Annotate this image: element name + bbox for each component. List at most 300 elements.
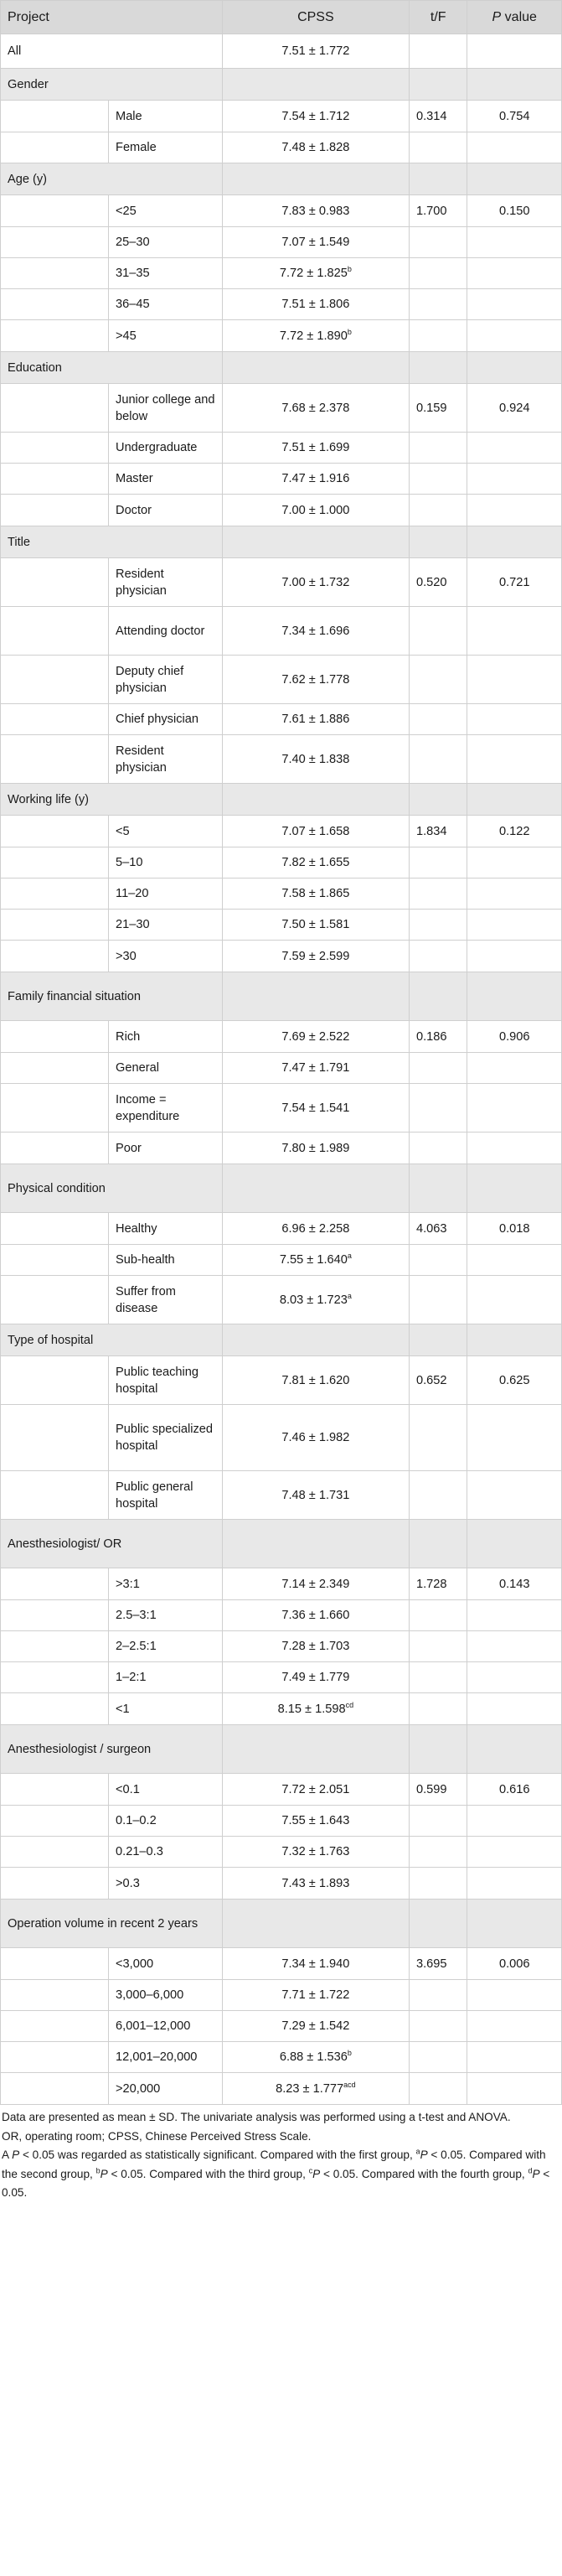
- p-value: 0.006: [467, 1948, 562, 1980]
- row-label: 3,000–6,000: [109, 1980, 223, 2011]
- cpss-value-text: 7.46 ± 1.982: [281, 1431, 350, 1444]
- cpss-value: [222, 1600, 409, 1631]
- category-row: [1, 1725, 562, 1774]
- tf-value: 0.599: [410, 1774, 467, 1806]
- row-label: >0.3: [109, 1868, 223, 1900]
- indent-cell: [1, 656, 109, 704]
- cpss-value: [222, 1980, 409, 2011]
- cpss-value-text: 7.00 ± 1.732: [281, 575, 350, 589]
- cpss-value: [222, 607, 409, 656]
- category-row: [1, 352, 562, 384]
- indent-cell: [1, 607, 109, 656]
- header-project: Project: [1, 1, 223, 34]
- p-value: [467, 1868, 562, 1900]
- indent-cell: [1, 384, 109, 433]
- indent-cell: [1, 1021, 109, 1053]
- indent-cell: [1, 1980, 109, 2011]
- empty-cell: [222, 1520, 409, 1568]
- row-label: Rich: [109, 1021, 223, 1053]
- p-value: 0.018: [467, 1213, 562, 1245]
- table-row: [1, 816, 562, 847]
- empty-cell: [410, 69, 467, 101]
- header-tf: t/F: [410, 1, 467, 34]
- row-label: Undergraduate: [109, 433, 223, 464]
- empty-cell: [410, 784, 467, 816]
- p-value: 0.625: [467, 1356, 562, 1405]
- empty-cell: [222, 1164, 409, 1213]
- row-label: 11–20: [109, 879, 223, 910]
- p-value: [467, 34, 562, 69]
- row-label: 1–2:1: [109, 1662, 223, 1693]
- cpss-value: [222, 1356, 409, 1405]
- tf-value: 3.695: [410, 1948, 467, 1980]
- indent-cell: [1, 227, 109, 258]
- row-label: 21–30: [109, 910, 223, 941]
- tf-value: [410, 1806, 467, 1837]
- indent-cell: [1, 289, 109, 320]
- cpss-value: [222, 433, 409, 464]
- cpss-value-text: 7.48 ± 1.828: [281, 141, 350, 154]
- footnote-text: A: [2, 2148, 13, 2161]
- p-value: [467, 2011, 562, 2042]
- empty-cell: [410, 1900, 467, 1948]
- cpss-value-text: 7.32 ± 1.763: [281, 1845, 350, 1858]
- cpss-value-text: 7.51 ± 1.699: [281, 441, 350, 454]
- empty-cell: [410, 1164, 467, 1213]
- tf-value: [410, 735, 467, 784]
- cpss-value: [222, 656, 409, 704]
- cpss-value: [222, 2011, 409, 2042]
- empty-cell: [222, 352, 409, 384]
- p-value: [467, 941, 562, 972]
- header-p-value: [467, 1, 562, 34]
- table-row: [1, 1868, 562, 1900]
- row-label: Sub-health: [109, 1245, 223, 1276]
- indent-cell: [1, 1948, 109, 1980]
- table-row: [1, 34, 562, 69]
- indent-cell: [1, 433, 109, 464]
- empty-cell: [467, 69, 562, 101]
- row-label: Deputy chief physician: [109, 656, 223, 704]
- tf-value: [410, 1980, 467, 2011]
- cpss-value: [222, 1868, 409, 1900]
- indent-cell: [1, 941, 109, 972]
- cpss-value: [222, 1213, 409, 1245]
- category-row: [1, 163, 562, 195]
- p-value: [467, 735, 562, 784]
- category-label: Family financial situation: [1, 972, 223, 1021]
- tf-value: [410, 1631, 467, 1662]
- row-label: Healthy: [109, 1213, 223, 1245]
- empty-cell: [467, 1900, 562, 1948]
- row-label: Poor: [109, 1133, 223, 1164]
- table-row: [1, 227, 562, 258]
- indent-cell: [1, 101, 109, 132]
- cpss-value-text: 7.72 ± 1.890: [279, 329, 348, 343]
- p-value: [467, 1600, 562, 1631]
- cpss-value: [222, 132, 409, 163]
- p-value: 0.754: [467, 101, 562, 132]
- table-row: [1, 910, 562, 941]
- indent-cell: [1, 1774, 109, 1806]
- tf-value: [410, 1868, 467, 1900]
- cpss-value-text: 7.54 ± 1.712: [281, 109, 350, 123]
- p-value: [467, 656, 562, 704]
- table-row: [1, 1053, 562, 1084]
- tf-value: [410, 258, 467, 289]
- indent-cell: [1, 847, 109, 879]
- cpss-value: [222, 735, 409, 784]
- table-row: [1, 656, 562, 704]
- cpss-value-text: 7.71 ± 1.722: [281, 1988, 350, 2002]
- tf-value: [410, 2073, 467, 2105]
- empty-cell: [222, 784, 409, 816]
- p-value: [467, 258, 562, 289]
- footnote-p-letter: P: [100, 2167, 108, 2180]
- p-value: [467, 910, 562, 941]
- tf-value: 1.834: [410, 816, 467, 847]
- p-value: [467, 2073, 562, 2105]
- p-value: [467, 1693, 562, 1725]
- row-label: Resident physician: [109, 735, 223, 784]
- row-label: 0.21–0.3: [109, 1837, 223, 1868]
- p-value: [467, 847, 562, 879]
- tf-value: [410, 1662, 467, 1693]
- cpss-value: [222, 816, 409, 847]
- cpss-value-text: 6.88 ± 1.536: [279, 2050, 348, 2064]
- empty-cell: [467, 526, 562, 558]
- row-label: Doctor: [109, 495, 223, 526]
- cpss-value-text: 8.15 ± 1.598: [277, 1702, 346, 1716]
- table-row: [1, 941, 562, 972]
- footnote-significance: [2, 2146, 560, 2203]
- indent-cell: [1, 1356, 109, 1405]
- empty-cell: [467, 972, 562, 1021]
- cpss-value-text: 7.48 ± 1.731: [281, 1488, 350, 1502]
- indent-cell: [1, 1631, 109, 1662]
- table-row: [1, 464, 562, 495]
- p-value: [467, 495, 562, 526]
- p-value: 0.616: [467, 1774, 562, 1806]
- tf-value: 0.186: [410, 1021, 467, 1053]
- cpss-value: [222, 1245, 409, 1276]
- cpss-value-text: 7.54 ± 1.541: [281, 1101, 350, 1115]
- table-row: [1, 847, 562, 879]
- tf-value: [410, 656, 467, 704]
- indent-cell: [1, 1471, 109, 1520]
- table-row: [1, 1806, 562, 1837]
- row-label: >30: [109, 941, 223, 972]
- indent-cell: [1, 495, 109, 526]
- cpss-value: [222, 879, 409, 910]
- p-value: [467, 320, 562, 352]
- tf-value: 0.159: [410, 384, 467, 433]
- cpss-value-text: 7.51 ± 1.772: [281, 44, 350, 58]
- tf-value: [410, 607, 467, 656]
- empty-cell: [222, 1725, 409, 1774]
- empty-cell: [222, 69, 409, 101]
- indent-cell: [1, 704, 109, 735]
- category-label: Education: [1, 352, 223, 384]
- table-row: [1, 1631, 562, 1662]
- table-row: [1, 320, 562, 352]
- table-row: [1, 1774, 562, 1806]
- tf-value: [410, 495, 467, 526]
- cpss-value-text: 6.96 ± 2.258: [281, 1221, 350, 1236]
- footnote-text: < 0.05. Compared with the second group,: [2, 2148, 546, 2180]
- p-value: [467, 464, 562, 495]
- footnote-text: < 0.05 was regarded as statistically significant. Compared with the first group,: [19, 2148, 416, 2161]
- cpss-value: [222, 704, 409, 735]
- p-value: 0.143: [467, 1568, 562, 1600]
- cpss-value: [222, 1662, 409, 1693]
- footnote-marker: a: [415, 2147, 420, 2156]
- cpss-value: [222, 1471, 409, 1520]
- row-label: 36–45: [109, 289, 223, 320]
- empty-cell: [410, 163, 467, 195]
- p-value: [467, 433, 562, 464]
- cpss-value: [222, 1774, 409, 1806]
- tf-value: [410, 1693, 467, 1725]
- indent-cell: [1, 2011, 109, 2042]
- indent-cell: [1, 816, 109, 847]
- indent-cell: [1, 1568, 109, 1600]
- table-row: [1, 1837, 562, 1868]
- cpss-value: [222, 1084, 409, 1133]
- footnote-p-letter: P: [532, 2167, 540, 2180]
- empty-cell: [222, 1324, 409, 1356]
- indent-cell: [1, 1053, 109, 1084]
- cpss-value: [222, 195, 409, 227]
- indent-cell: [1, 1405, 109, 1471]
- empty-cell: [410, 1324, 467, 1356]
- cpss-value: [222, 320, 409, 352]
- cpss-value: [222, 847, 409, 879]
- table-row: [1, 1245, 562, 1276]
- indent-cell: [1, 1276, 109, 1324]
- cpss-value: [222, 1631, 409, 1662]
- row-label: Junior college and below: [109, 384, 223, 433]
- tf-value: [410, 1837, 467, 1868]
- cpss-value: [222, 34, 409, 69]
- table-body: [1, 34, 562, 2105]
- cpss-value-text: 7.72 ± 2.051: [281, 1782, 350, 1796]
- indent-cell: [1, 1806, 109, 1837]
- cpss-value-text: 8.23 ± 1.777: [276, 2081, 344, 2096]
- p-value: [467, 879, 562, 910]
- tf-value: [410, 847, 467, 879]
- cpss-value-text: 7.68 ± 2.378: [281, 401, 350, 415]
- cpss-value: [222, 1806, 409, 1837]
- table-row: [1, 735, 562, 784]
- tf-value: 0.520: [410, 558, 467, 607]
- p-value: [467, 1806, 562, 1837]
- table-row: [1, 384, 562, 433]
- cpss-value-text: 7.72 ± 1.825: [279, 267, 348, 280]
- p-value: [467, 1837, 562, 1868]
- header-p-letter: P: [492, 9, 502, 24]
- indent-cell: [1, 1837, 109, 1868]
- tf-value: [410, 910, 467, 941]
- indent-cell: [1, 879, 109, 910]
- p-value: [467, 1245, 562, 1276]
- cpss-value: [222, 1693, 409, 1725]
- p-value: [467, 607, 562, 656]
- cpss-value-text: 7.62 ± 1.778: [281, 672, 350, 687]
- empty-cell: [222, 972, 409, 1021]
- tf-value: 4.063: [410, 1213, 467, 1245]
- empty-cell: [467, 163, 562, 195]
- row-label: 12,001–20,000: [109, 2042, 223, 2073]
- empty-cell: [410, 1520, 467, 1568]
- p-value: [467, 1980, 562, 2011]
- row-label: >3:1: [109, 1568, 223, 1600]
- cpss-value-text: 7.49 ± 1.779: [281, 1671, 350, 1684]
- empty-cell: [410, 972, 467, 1021]
- category-label: Anesthesiologist / surgeon: [1, 1725, 223, 1774]
- cpss-value: [222, 910, 409, 941]
- category-row: [1, 69, 562, 101]
- indent-cell: [1, 2042, 109, 2073]
- indent-cell: [1, 1693, 109, 1725]
- tf-value: [410, 227, 467, 258]
- tf-value: [410, 1405, 467, 1471]
- tf-value: [410, 2042, 467, 2073]
- row-label: General: [109, 1053, 223, 1084]
- footnote-p-letter: P: [12, 2148, 20, 2161]
- cpss-value: [222, 1276, 409, 1324]
- cpss-value: [222, 101, 409, 132]
- tf-value: 1.728: [410, 1568, 467, 1600]
- row-label: >45: [109, 320, 223, 352]
- empty-cell: [467, 352, 562, 384]
- cpss-value-text: 7.50 ± 1.581: [281, 918, 350, 931]
- indent-cell: [1, 320, 109, 352]
- indent-cell: [1, 464, 109, 495]
- significance-marker: b: [347, 2049, 352, 2058]
- category-label: Working life (y): [1, 784, 223, 816]
- cpss-value-text: 7.28 ± 1.703: [281, 1640, 350, 1653]
- indent-cell: [1, 132, 109, 163]
- footnote-line-2: OR, operating room; CPSS, Chinese Perceived Stress Scale.: [2, 2129, 312, 2143]
- cpss-value-text: 7.51 ± 1.806: [281, 298, 350, 311]
- table-row: [1, 132, 562, 163]
- cpss-value-text: 7.81 ± 1.620: [281, 1373, 350, 1387]
- row-label: Public general hospital: [109, 1471, 223, 1520]
- p-value: [467, 2042, 562, 2073]
- indent-cell: [1, 1600, 109, 1631]
- tf-value: [410, 1600, 467, 1631]
- category-label: Anesthesiologist/ OR: [1, 1520, 223, 1568]
- table-footnote: [0, 2105, 562, 2203]
- significance-marker: b: [347, 265, 352, 274]
- cpss-value: [222, 1405, 409, 1471]
- table-row: [1, 1021, 562, 1053]
- category-row: [1, 526, 562, 558]
- row-label: 2.5–3:1: [109, 1600, 223, 1631]
- cpss-value-text: 7.40 ± 1.838: [281, 752, 350, 766]
- empty-cell: [467, 784, 562, 816]
- indent-cell: [1, 1133, 109, 1164]
- cpss-value-text: 7.47 ± 1.791: [281, 1061, 350, 1075]
- category-label: Type of hospital: [1, 1324, 223, 1356]
- footnote-marker: b: [95, 2165, 101, 2174]
- tf-value: [410, 1084, 467, 1133]
- empty-cell: [222, 526, 409, 558]
- cpss-value-text: 7.34 ± 1.696: [281, 624, 350, 638]
- tf-value: [410, 1276, 467, 1324]
- tf-value: [410, 1053, 467, 1084]
- footnote-marker: c: [308, 2165, 313, 2174]
- footnote-text: < 0.05. Compared with the fourth group,: [320, 2167, 528, 2180]
- cpss-value: [222, 558, 409, 607]
- p-value: [467, 1405, 562, 1471]
- significance-marker: b: [347, 327, 352, 336]
- empty-cell: [410, 352, 467, 384]
- empty-cell: [467, 1324, 562, 1356]
- cpss-value-text: 7.47 ± 1.916: [281, 472, 350, 485]
- p-value: 0.150: [467, 195, 562, 227]
- indent-cell: [1, 735, 109, 784]
- empty-cell: [467, 1164, 562, 1213]
- p-value: [467, 1084, 562, 1133]
- cpss-value: [222, 289, 409, 320]
- category-row: [1, 972, 562, 1021]
- tf-value: 1.700: [410, 195, 467, 227]
- row-label: <5: [109, 816, 223, 847]
- empty-cell: [467, 1725, 562, 1774]
- row-label: >20,000: [109, 2073, 223, 2105]
- cpss-value-text: 7.82 ± 1.655: [281, 856, 350, 869]
- table-row: [1, 879, 562, 910]
- cpss-value-text: 7.00 ± 1.000: [281, 503, 350, 517]
- table-row: [1, 1948, 562, 1980]
- cpss-value: [222, 384, 409, 433]
- table-row: [1, 1276, 562, 1324]
- indent-cell: [1, 2073, 109, 2105]
- category-label: Gender: [1, 69, 223, 101]
- row-label: Resident physician: [109, 558, 223, 607]
- category-label: Title: [1, 526, 223, 558]
- table-row: [1, 1133, 562, 1164]
- cpss-value: [222, 1837, 409, 1868]
- p-value: [467, 704, 562, 735]
- table-row: [1, 289, 562, 320]
- indent-cell: [1, 1084, 109, 1133]
- category-label: Physical condition: [1, 1164, 223, 1213]
- row-label: 2–2.5:1: [109, 1631, 223, 1662]
- table-row: [1, 1213, 562, 1245]
- p-value: [467, 227, 562, 258]
- cpss-value-text: 7.58 ± 1.865: [281, 887, 350, 900]
- tf-value: [410, 879, 467, 910]
- cpss-value: [222, 1053, 409, 1084]
- p-value: [467, 1053, 562, 1084]
- tf-value: [410, 433, 467, 464]
- cpss-value-text: 7.43 ± 1.893: [281, 1876, 350, 1890]
- cpss-value-text: 7.29 ± 1.542: [281, 2019, 350, 2033]
- cpss-value: [222, 941, 409, 972]
- category-row: [1, 1324, 562, 1356]
- table-row: [1, 433, 562, 464]
- indent-cell: [1, 195, 109, 227]
- row-label: Chief physician: [109, 704, 223, 735]
- table-row: [1, 607, 562, 656]
- tf-value: 0.652: [410, 1356, 467, 1405]
- row-label: Income = expenditure: [109, 1084, 223, 1133]
- cpss-value-text: 7.55 ± 1.643: [281, 1814, 350, 1827]
- table-row: [1, 1356, 562, 1405]
